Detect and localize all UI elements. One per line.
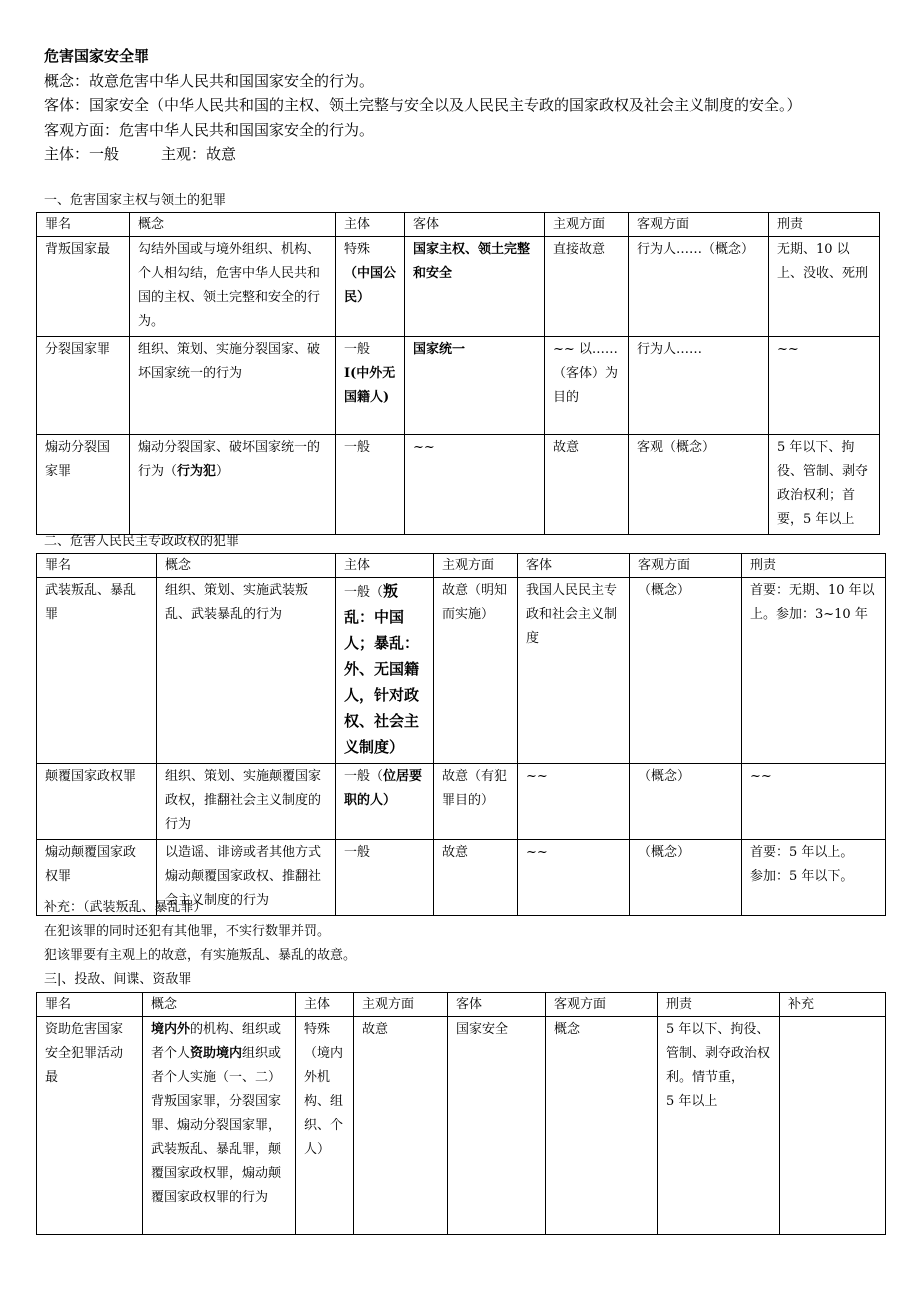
- subject-detail: I(中外无国籍人): [344, 366, 396, 405]
- header-cell: 概念: [130, 213, 336, 237]
- penalty-line: 5 年以下、拘役、管制、剥夺政治权利。情节重，: [666, 1022, 771, 1085]
- crime-name: 分裂国家罪: [37, 337, 130, 435]
- subject-type: 一般: [344, 342, 371, 357]
- table-header-row: [37, 993, 886, 1017]
- crime-name: 颠覆国家政权罪: [37, 764, 157, 840]
- subject-type: 一般（: [344, 769, 384, 784]
- header-cell: 概念: [143, 993, 296, 1017]
- section1-table: [36, 212, 880, 535]
- subject-type: 特殊: [344, 242, 371, 257]
- subject-detail: （中国公民）: [344, 266, 397, 305]
- section3-caption: 三|、投敌、间谍、资敌罪: [44, 972, 192, 987]
- concept-emphasis: 资助境内: [190, 1046, 243, 1061]
- crime-penalty: ~~: [742, 764, 886, 840]
- concept-text: 煽动分裂国家、破坏国家统一的行为（: [138, 440, 321, 479]
- header-cell: 客体: [405, 213, 545, 237]
- header-cell: 补充: [780, 993, 886, 1017]
- crime-concept: 以造谣、诽谤或者其他方式煽动颠覆国家政权、推翻社会主义制度的行为: [157, 840, 336, 916]
- crime-concept: [143, 1017, 296, 1235]
- crime-object: ~~: [518, 764, 630, 840]
- crime-subject: [336, 578, 434, 764]
- header-cell: 客观方面: [629, 213, 769, 237]
- header-cell: 罪名: [37, 554, 157, 578]
- note-line: 在犯该罪的同时还犯有其他罪，不实行数罪并罚。: [44, 924, 331, 939]
- crime-object: 我国人民民主专政和社会主义制度: [518, 578, 630, 764]
- doc-title: 危害国家安全罪: [44, 47, 150, 65]
- crime-subject: 特殊（境内外机构、组织、个人）: [296, 1017, 354, 1235]
- crime-objective: （概念）: [630, 578, 742, 764]
- crime-object: 国家主权、领土完整和安全: [405, 237, 545, 337]
- crime-subjective: 故意: [545, 435, 629, 535]
- crime-concept: 组织、策划、实施颠覆国家政权，推翻社会主义制度的行为: [157, 764, 336, 840]
- crime-objective: （概念）: [630, 764, 742, 840]
- crime-objective: 概念: [546, 1017, 658, 1235]
- crime-subject: [336, 237, 405, 337]
- crime-penalty: [742, 840, 886, 916]
- crime-name: 煽动颠覆国家政权罪: [37, 840, 157, 916]
- crime-subject: [336, 764, 434, 840]
- crime-penalty: 无期、10 以上、没收、死刑: [769, 237, 880, 337]
- header-cell: 主观方面: [354, 993, 448, 1017]
- header-cell: 主体: [296, 993, 354, 1017]
- crime-concept: 勾结外国或与境外组织、机构、个人相勾结，危害中华人民共和国的主权、领土完整和安全的行为。: [130, 237, 336, 337]
- crime-penalty: ~~: [769, 337, 880, 435]
- table-header-row: [37, 554, 886, 578]
- crime-object: ~~: [518, 840, 630, 916]
- concept-text: ）: [216, 464, 230, 479]
- crime-subjective: 直接故意: [545, 237, 629, 337]
- crime-name: 资助危害国家安全犯罪活动最: [37, 1017, 143, 1235]
- header-cell: 主体: [336, 213, 405, 237]
- crime-subject: 一般: [336, 840, 434, 916]
- header-cell: 刑责: [658, 993, 780, 1017]
- section1-caption: 一、危害国家主权与领土的犯罪: [44, 193, 227, 208]
- intro-subjective: 主观：故意: [161, 145, 237, 164]
- crime-subject: [336, 337, 405, 435]
- crime-object: ~~: [405, 435, 545, 535]
- intro-subject-line: [44, 142, 802, 167]
- intro-concept: 概念：故意危害中华人民共和国国家安全的行为。: [44, 71, 375, 90]
- crime-name: 煽动分裂国家罪: [37, 435, 130, 535]
- concept-emphasis: 境内外: [151, 1022, 191, 1037]
- crime-object: 国家安全: [448, 1017, 546, 1235]
- header-cell: 刑责: [769, 213, 880, 237]
- crime-subjective: ~~ 以……（客体）为目的: [545, 337, 629, 435]
- crime-object: 国家统一: [405, 337, 545, 435]
- crime-concept: [130, 435, 336, 535]
- crime-subjective: 故意（有犯罪目的）: [434, 764, 518, 840]
- crime-name: 武装叛乱、暴乱罪: [37, 578, 157, 764]
- intro-object: 客体：国家安全（中华人民共和国的主权、领土完整与安全以及人民民主专政的国家政权及社会主义制度的安全。）: [44, 96, 802, 115]
- header-cell: 客体: [518, 554, 630, 578]
- header-cell: 主观方面: [545, 213, 629, 237]
- crime-penalty: [658, 1017, 780, 1235]
- crime-concept: 组织、策划、实施分裂国家、破坏国家统一的行为: [130, 337, 336, 435]
- intro-objective: 客观方面：危害中华人民共和国国家安全的行为。: [44, 120, 375, 139]
- concept-text: 组织或者个人实施（一、二）背叛国家罪，分裂国家罪、煽动分裂国家罪，武装叛乱、暴乱罪，颠覆国家政权罪，煽动颠覆国家政权罪的行为: [151, 1046, 282, 1205]
- header-cell: 客观方面: [546, 993, 658, 1017]
- section3-table: [36, 992, 886, 1235]
- table-row: [37, 435, 880, 535]
- note-line: 犯该罪要有主观上的故意，有实施叛乱、暴乱的故意。: [44, 948, 357, 963]
- table-row: [37, 337, 880, 435]
- crime-penalty: 首要：无期、10 年以上。参加：3~10 年: [742, 578, 886, 764]
- subject-detail: 叛乱：中国人；暴乱：外、无国籍人，针对政权、社会主义制度）: [344, 582, 420, 756]
- table-row: [37, 237, 880, 337]
- header-cell: 客观方面: [630, 554, 742, 578]
- subject-type: 一般（: [344, 585, 384, 600]
- header-cell: 主观方面: [434, 554, 518, 578]
- crime-objective: 行为人……（概念）: [629, 237, 769, 337]
- concept-text: 的机构、组织或者个人: [151, 1022, 282, 1061]
- crime-objective: 客观（概念）: [629, 435, 769, 535]
- header-cell: 主体: [336, 554, 434, 578]
- crime-objective: （概念）: [630, 840, 742, 916]
- crime-subjective: 故意: [434, 840, 518, 916]
- concept-emphasis: 行为犯: [177, 464, 217, 479]
- crime-extra: [780, 1017, 886, 1235]
- header-cell: 罪名: [37, 213, 130, 237]
- header-cell: 刑责: [742, 554, 886, 578]
- note-line: 补充：（武装叛乱、暴乱罪）: [44, 900, 207, 915]
- section2-table: [36, 553, 886, 916]
- header-cell: 客体: [448, 993, 546, 1017]
- header-cell: 概念: [157, 554, 336, 578]
- penalty-line: 首要：5 年以上。: [750, 845, 854, 860]
- penalty-line: 参加：5 年以下。: [750, 869, 854, 884]
- crime-subject: 一般: [336, 435, 405, 535]
- crime-name: 背叛国家最: [37, 237, 130, 337]
- section2-caption: 二、危害人民民主专政政权的犯罪: [44, 534, 240, 549]
- table-row: [37, 764, 886, 840]
- header-cell: 罪名: [37, 993, 143, 1017]
- crime-penalty: 5 年以下、拘役、管制、剥夺政治权利；首要，5 年以上: [769, 435, 880, 535]
- crime-subjective: 故意: [354, 1017, 448, 1235]
- intro-block: [44, 44, 802, 167]
- crime-objective: 行为人……: [629, 337, 769, 435]
- table-header-row: [37, 213, 880, 237]
- penalty-line: 5 年以上: [666, 1094, 718, 1109]
- subject-detail: 位居要职的人）: [344, 769, 423, 808]
- crime-subjective: 故意（明知而实施）: [434, 578, 518, 764]
- table-row: [37, 578, 886, 764]
- intro-subject: 主体：一般: [44, 145, 120, 164]
- crime-concept: 组织、策划、实施武装叛乱、武装暴乱的行为: [157, 578, 336, 764]
- table-row: [37, 1017, 886, 1235]
